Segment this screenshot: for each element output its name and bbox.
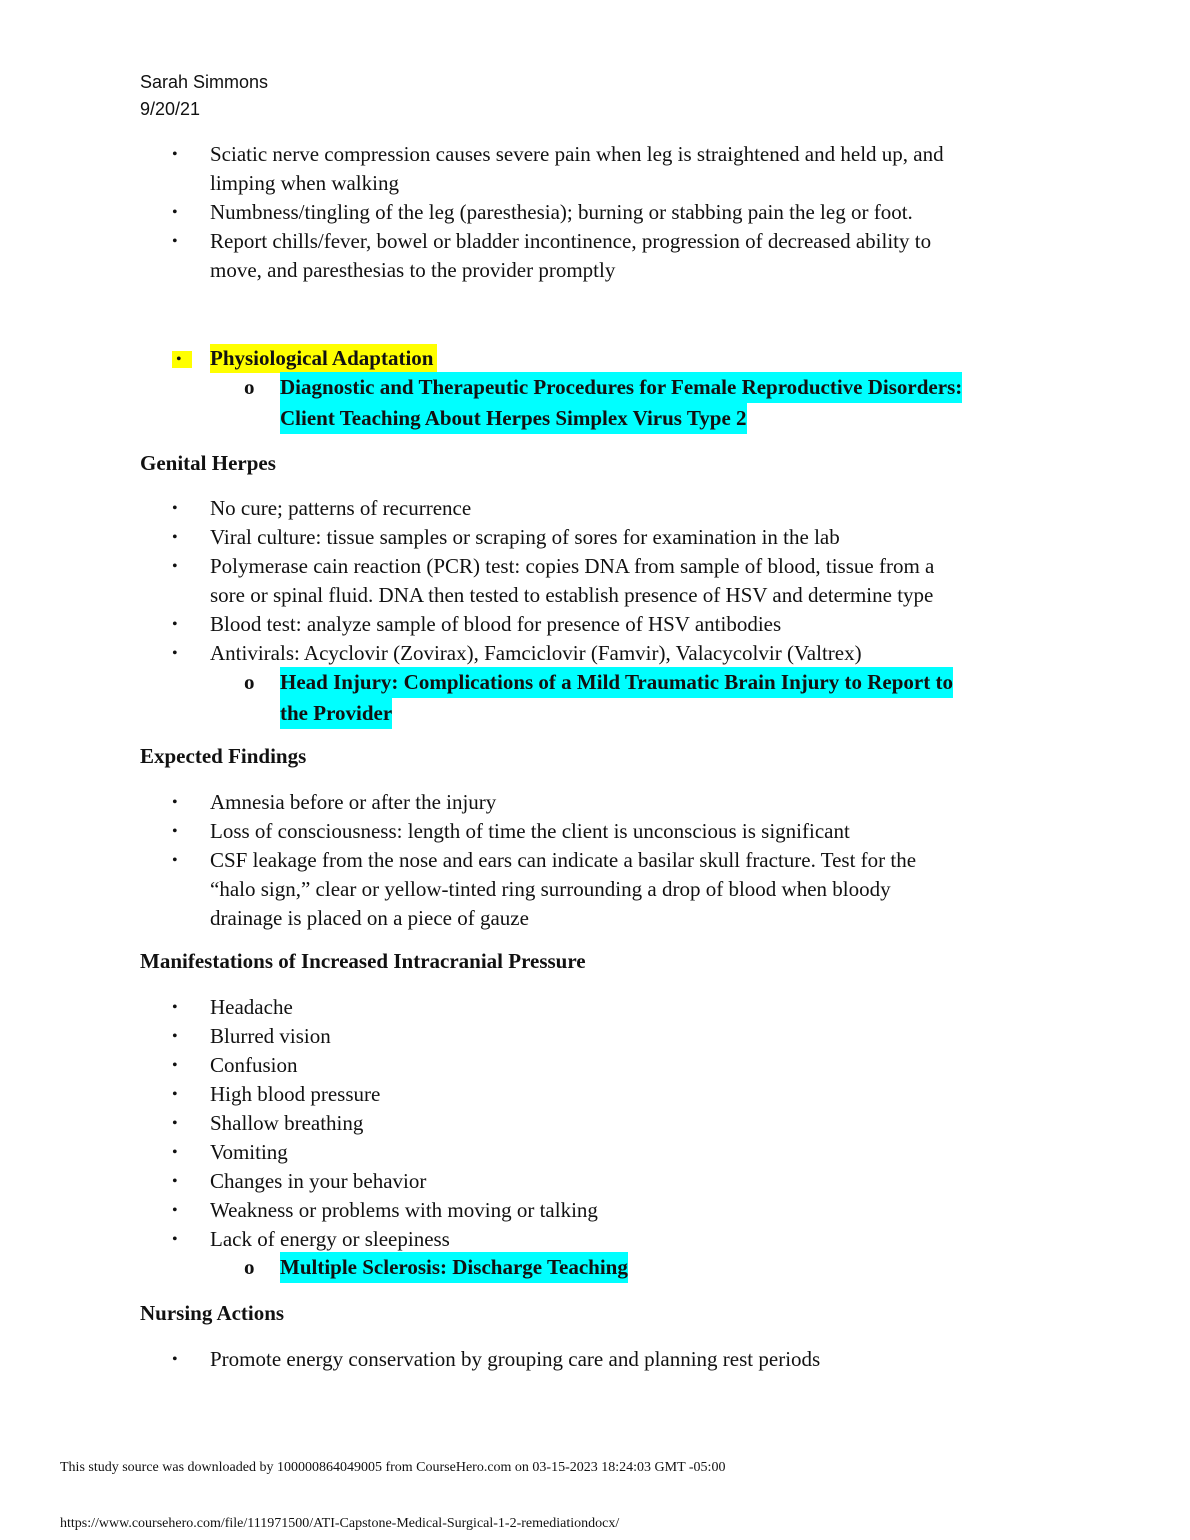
list-item-line: limping when walking (210, 171, 399, 195)
topic-line: the Provider (280, 698, 392, 729)
section-heading-expected-findings: Expected Findings (140, 744, 307, 768)
list-item-line: Viral culture: tissue samples or scraping of sores for examination in the lab (210, 525, 840, 549)
bullet-glyph: • (172, 500, 178, 517)
topic-line: Multiple Sclerosis: Discharge Teaching (280, 1252, 628, 1283)
bullet-glyph: • (172, 233, 178, 250)
bullet-glyph: • (172, 529, 178, 546)
bullet-glyph: • (172, 645, 178, 662)
list-item-line: Numbness/tingling of the leg (paresthesia); burning or stabbing pain the leg or foot. (210, 200, 913, 224)
list-item-line: Amnesia before or after the injury (210, 790, 497, 814)
bullet-glyph: • (172, 204, 178, 221)
list-item-line: Report chills/fever, bowel or bladder incontinence, progression of decreased ability to (210, 229, 932, 253)
list-item-line: CSF leakage from the nose and ears can indicate a basilar skull fracture. Test for the (210, 848, 917, 872)
list-item-line: Confusion (210, 1053, 298, 1077)
list-item-line: drainage is placed on a piece of gauze (210, 906, 529, 930)
sub-bullet-glyph: o (244, 375, 255, 399)
list-item-line: Loss of consciousness: length of time the client is unconscious is significant (210, 819, 850, 843)
list-item-line: Polymerase cain reaction (PCR) test: copies DNA from sample of blood, tissue from a (210, 554, 935, 578)
bullet-glyph: • (172, 1115, 178, 1132)
list-item-line: “halo sign,” clear or yellow-tinted ring surrounding a drop of blood when bloody (210, 877, 891, 901)
list-item-line: Vomiting (210, 1140, 288, 1164)
sub-bullet-glyph: o (244, 670, 255, 694)
list-item-line: No cure; patterns of recurrence (210, 496, 472, 520)
bullet-glyph: • (172, 558, 178, 575)
section-heading-genital-herpes: Genital Herpes (140, 451, 276, 475)
topic-line: Head Injury: Complications of a Mild Traumatic Brain Injury to Report to (280, 667, 953, 698)
category-title: Physiological Adaptation (210, 344, 437, 373)
author-name: Sarah Simmons (140, 72, 269, 92)
category-bullet (172, 345, 192, 374)
list-item-line: Blood test: analyze sample of blood for presence of HSV antibodies (210, 612, 782, 636)
bullet-glyph: • (172, 616, 178, 633)
list-item-line: Antivirals: Acyclovir (Zovirax), Famciclovir (Famvir), Valacycolvir (Valtrex) (210, 641, 862, 665)
list-item-line: Blurred vision (210, 1024, 331, 1048)
list-item-line: Sciatic nerve compression causes severe pain when leg is straightened and held up, and (210, 142, 944, 166)
sub-bullet-glyph: o (244, 1255, 255, 1279)
list-item-line: Weakness or problems with moving or talking (210, 1198, 598, 1222)
topic-line: Client Teaching About Herpes Simplex Virus Type 2 (280, 403, 747, 434)
bullet-glyph: • (172, 794, 178, 811)
list-item-line: sore or spinal fluid. DNA then tested to establish presence of HSV and determine type (210, 583, 934, 607)
bullet-glyph: • (172, 1202, 178, 1219)
topic-line: Diagnostic and Therapeutic Procedures for Female Reproductive Disorders: (280, 372, 962, 403)
bullet-glyph: • (172, 146, 178, 163)
bullet-glyph: • (172, 1351, 178, 1368)
list-item-line: Shallow breathing (210, 1111, 364, 1135)
bullet-glyph: • (172, 351, 192, 368)
section-heading-nursing-actions: Nursing Actions (140, 1301, 285, 1325)
footer-download-note: This study source was downloaded by 100000864049005 from CourseHero.com on 03-15-2023 18:24:03 GMT -05:00 (60, 1460, 726, 1475)
footer-url-link[interactable]: https://www.coursehero.com/file/111971500/ATI-Capstone-Medical-Surgical-1-2-remediationdocx/ (60, 1516, 620, 1531)
section-heading-icp: Manifestations of Increased Intracranial Pressure (140, 949, 586, 973)
bullet-glyph: • (172, 1144, 178, 1161)
bullet-glyph: • (172, 1173, 178, 1190)
list-item-line: Headache (210, 995, 293, 1019)
bullet-glyph: • (172, 1057, 178, 1074)
bullet-glyph: • (172, 1028, 178, 1045)
bullet-glyph: • (172, 1231, 178, 1248)
list-item-line: move, and paresthesias to the provider promptly (210, 258, 616, 282)
bullet-glyph: • (172, 1086, 178, 1103)
bullet-glyph: • (172, 823, 178, 840)
list-item-line: Changes in your behavior (210, 1169, 427, 1193)
bullet-glyph: • (172, 999, 178, 1016)
list-item-line: Promote energy conservation by grouping care and planning rest periods (210, 1347, 821, 1371)
document-date: 9/20/21 (140, 99, 201, 119)
list-item-line: Lack of energy or sleepiness (210, 1227, 450, 1251)
list-item-line: High blood pressure (210, 1082, 381, 1106)
bullet-glyph: • (172, 852, 178, 869)
